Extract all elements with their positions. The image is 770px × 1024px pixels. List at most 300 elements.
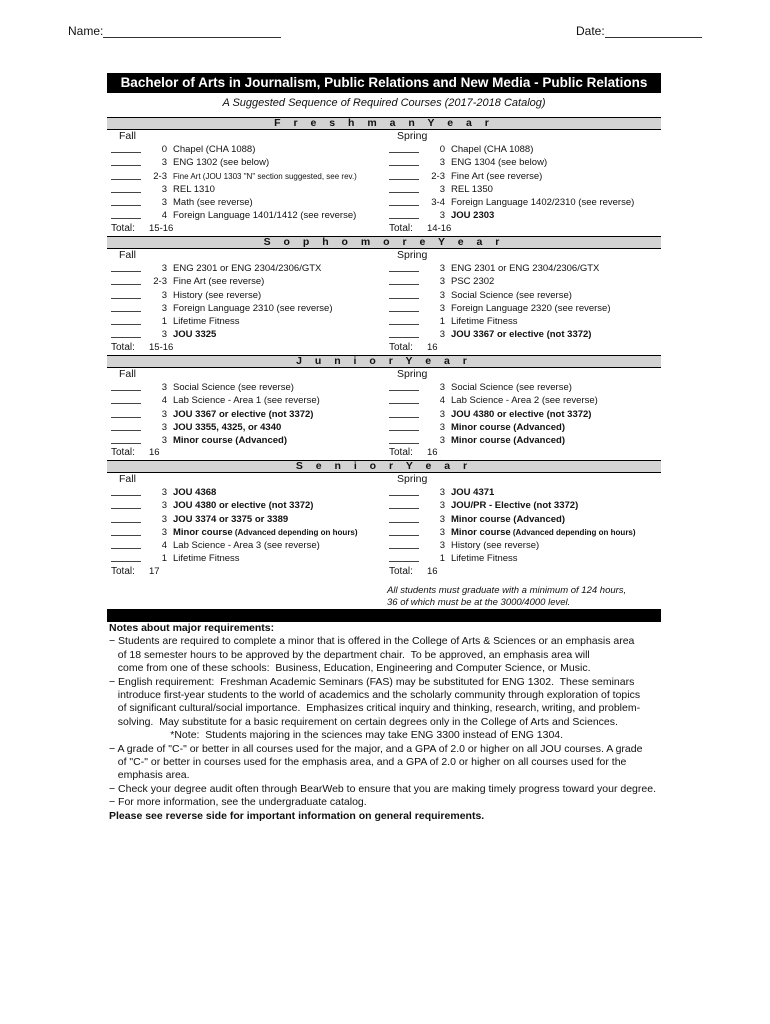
notes-section	[109, 622, 665, 823]
date-field	[576, 24, 702, 38]
course-row	[111, 381, 381, 394]
credit-hours: 3	[439, 408, 445, 420]
grade-blank[interactable]	[389, 165, 419, 166]
course-name	[173, 381, 294, 394]
grade-blank[interactable]	[111, 192, 141, 193]
semester-total	[389, 223, 659, 235]
total-label: Total:	[389, 222, 413, 234]
course-title: REL 1350	[451, 183, 493, 195]
course-row	[389, 539, 659, 552]
semester-total	[111, 223, 381, 235]
year-heading: J u n i o r Y e a r	[107, 355, 661, 368]
course-name	[173, 526, 358, 539]
course-name	[173, 315, 240, 328]
fall-semester	[111, 130, 381, 235]
grade-blank[interactable]	[389, 548, 419, 549]
course-name	[173, 289, 261, 302]
course-row	[389, 328, 659, 341]
name-field	[68, 24, 281, 38]
course-name	[173, 328, 216, 341]
course-title: JOU 4371	[451, 487, 495, 498]
credit-hours: 3	[439, 289, 445, 301]
total-label: Total:	[111, 222, 135, 234]
course-title: JOU 4380 or elective (not 3372)	[451, 408, 592, 420]
course-name	[173, 486, 216, 499]
course-title: PSC 2302	[451, 276, 495, 288]
course-row	[111, 275, 381, 288]
course-title: JOU 4368	[173, 487, 217, 498]
grade-blank[interactable]	[389, 298, 419, 299]
course-title: JOU 3374 or 3375 or 3389	[173, 513, 289, 525]
course-row	[389, 302, 659, 315]
credit-hours: 3	[439, 263, 445, 274]
grade-blank[interactable]	[389, 443, 419, 444]
course-title: Minor course	[451, 526, 511, 538]
course-note: (Advanced depending on hours)	[510, 527, 636, 537]
credit-hours: 1	[161, 316, 167, 328]
grade-blank[interactable]	[111, 284, 141, 285]
total-label: Total:	[389, 341, 413, 353]
course-title: Lifetime Fitness	[451, 316, 518, 328]
course-title: ENG 2301 or ENG 2304/2306/GTX	[173, 263, 322, 274]
course-title: REL 1310	[173, 183, 215, 195]
course-title: Minor course (Advanced)	[451, 421, 566, 433]
course-row	[111, 143, 381, 156]
grade-blank[interactable]	[111, 337, 141, 338]
note-line: − For more information, see the undergraduate catalog.	[109, 796, 367, 809]
name-label: Name:	[68, 24, 104, 38]
grade-blank[interactable]	[389, 205, 419, 206]
note-line: emphasis area.	[109, 769, 190, 782]
grade-blank[interactable]	[111, 508, 141, 509]
course-row	[389, 275, 659, 288]
course-row	[111, 328, 381, 341]
course-name	[451, 196, 634, 209]
course-row	[111, 539, 381, 552]
course-name	[173, 421, 281, 434]
semester-total	[111, 447, 381, 459]
note-line: of significant cultural/social importance. Emphasizes critical inquiry and thinking, research, writing, and problem-	[109, 702, 641, 715]
course-name	[173, 552, 240, 565]
course-name	[173, 209, 356, 222]
semester-total	[389, 342, 659, 354]
grade-blank[interactable]	[389, 430, 419, 431]
credit-hours: 3	[161, 302, 167, 314]
course-row	[111, 302, 381, 315]
grade-blank[interactable]	[111, 165, 141, 166]
course-row	[111, 499, 381, 512]
course-name	[173, 394, 320, 407]
grade-blank[interactable]	[389, 495, 419, 496]
course-title: Lifetime Fitness	[451, 553, 518, 565]
credit-hours: 3	[161, 421, 167, 433]
course-name	[451, 289, 572, 302]
semester-total	[389, 566, 659, 578]
grade-blank[interactable]	[389, 522, 419, 523]
grade-blank[interactable]	[111, 495, 141, 496]
credit-hours: 4	[161, 540, 167, 552]
course-row	[389, 394, 659, 407]
credit-hours: 3	[439, 276, 445, 288]
course-title: Fine Art (see reverse)	[451, 170, 543, 182]
course-name	[173, 434, 287, 447]
notes-closing: Please see reverse side for important information on general requirements.	[109, 809, 485, 822]
credit-hours: 0	[161, 144, 167, 155]
course-row	[389, 183, 659, 196]
course-title: Minor course	[173, 526, 233, 538]
fall-semester	[111, 249, 381, 354]
grade-blank[interactable]	[111, 205, 141, 206]
course-title: History (see reverse)	[451, 540, 540, 552]
semester-label: Fall	[119, 368, 136, 380]
grade-blank[interactable]	[111, 390, 141, 391]
grade-blank[interactable]	[111, 417, 141, 418]
name-blank[interactable]	[103, 25, 281, 38]
course-name	[451, 183, 493, 196]
course-title: Minor course (Advanced)	[451, 513, 566, 525]
grade-blank[interactable]	[389, 311, 419, 312]
course-name	[451, 394, 598, 407]
grade-blank[interactable]	[389, 390, 419, 391]
total-value: 14-16	[427, 222, 452, 234]
course-row	[389, 170, 659, 183]
credit-hours: 2-3	[431, 170, 445, 182]
semester-label: Spring	[397, 249, 428, 261]
grade-blank[interactable]	[389, 561, 419, 562]
credit-hours: 3	[161, 329, 167, 341]
course-row	[111, 262, 381, 275]
grade-blank[interactable]	[111, 311, 141, 312]
credit-hours: 3	[161, 500, 167, 512]
course-title: Chapel (CHA 1088)	[173, 144, 256, 155]
course-name	[451, 434, 565, 447]
semester-total	[111, 566, 381, 578]
course-title: Foreign Language 2310 (see reverse)	[173, 302, 333, 314]
credit-hours: 3	[161, 197, 167, 209]
grade-blank[interactable]	[111, 430, 141, 431]
credit-hours: 3	[439, 540, 445, 552]
course-name	[451, 381, 572, 394]
course-row	[389, 143, 659, 156]
year-heading: S e n i o r Y e a r	[107, 460, 661, 473]
course-row	[389, 156, 659, 169]
course-title: Chapel (CHA 1088)	[451, 144, 534, 155]
credit-hours: 3	[439, 210, 445, 222]
graduation-note-line: 36 of which must be at the 3000/4000 level.	[387, 597, 571, 608]
course-name	[451, 499, 578, 512]
course-name	[173, 275, 264, 288]
grade-blank[interactable]	[111, 179, 141, 180]
course-name	[451, 408, 591, 421]
course-row	[111, 183, 381, 196]
grade-blank[interactable]	[389, 337, 419, 338]
semester-label: Fall	[119, 249, 136, 261]
course-title: JOU/PR - Elective (not 3372)	[451, 500, 579, 512]
course-row	[389, 434, 659, 447]
grade-blank[interactable]	[389, 152, 419, 153]
credit-hours: 3	[161, 487, 167, 498]
course-row	[111, 434, 381, 447]
grade-blank[interactable]	[111, 561, 141, 562]
course-row	[111, 408, 381, 421]
course-title: Math (see reverse)	[173, 197, 253, 209]
course-title: History (see reverse)	[173, 289, 262, 301]
document-title: Bachelor of Arts in Journalism, Public Relations and New Media - Public Relations	[107, 73, 661, 93]
semester-label: Fall	[119, 473, 136, 485]
total-label: Total:	[389, 565, 413, 577]
credit-hours: 3	[439, 157, 445, 169]
grade-blank[interactable]	[111, 152, 141, 153]
total-value: 17	[149, 565, 160, 577]
year-section	[107, 236, 661, 354]
course-row	[111, 394, 381, 407]
grade-blank[interactable]	[389, 508, 419, 509]
course-row	[111, 486, 381, 499]
total-value: 16	[149, 447, 160, 459]
date-label: Date:	[576, 24, 605, 38]
course-row	[111, 209, 381, 222]
credit-hours: 4	[161, 395, 167, 407]
course-name	[451, 328, 591, 341]
total-label: Total:	[111, 341, 135, 353]
course-title: JOU 3355, 4325, or 4340	[173, 421, 282, 433]
spring-semester	[389, 130, 659, 235]
year-heading: S o p h o m o r e Y e a r	[107, 236, 661, 249]
note-line: of 18 semester hours to be approved by the department chair. To be approved, an emphasis area will	[109, 648, 590, 661]
course-row	[389, 262, 659, 275]
credit-hours: 0	[439, 144, 445, 155]
course-row	[389, 289, 659, 302]
credit-hours: 3	[439, 302, 445, 314]
course-name	[451, 486, 494, 499]
note-line: solving. May substitute for a basic requirement on certain degrees only in the College of Arts and Sciences.	[109, 715, 618, 728]
year-heading: F r e s h m a n Y e a r	[107, 117, 661, 130]
grade-blank[interactable]	[389, 271, 419, 272]
grade-blank[interactable]	[389, 218, 419, 219]
total-value: 16	[427, 341, 438, 353]
credit-hours: 1	[161, 553, 167, 565]
course-title: Social Science (see reverse)	[451, 289, 572, 301]
grade-blank[interactable]	[111, 535, 141, 536]
note-line: introduce first-year students to the world of academics and the scholarly community through exploration of topics	[109, 689, 641, 702]
grade-blank[interactable]	[111, 218, 141, 219]
grade-blank[interactable]	[389, 417, 419, 418]
grade-blank[interactable]	[111, 298, 141, 299]
note-line: come from one of these schools: Business, Education, Engineering and Computer Science, or Music.	[109, 662, 591, 675]
semester-label: Spring	[397, 130, 428, 142]
credit-hours: 2-3	[153, 170, 167, 182]
credit-hours: 2-3	[153, 276, 167, 288]
course-row	[389, 209, 659, 222]
graduation-note	[387, 585, 626, 609]
note-line: − Check your degree audit often through BearWeb to ensure that you are making timely progress toward your degree.	[109, 782, 656, 795]
credit-hours: 3	[161, 435, 167, 447]
grade-blank[interactable]	[111, 403, 141, 404]
course-name	[451, 209, 494, 222]
credit-hours: 3	[439, 183, 445, 195]
date-blank[interactable]	[605, 25, 702, 38]
course-name	[451, 526, 636, 539]
course-title: Minor course (Advanced)	[173, 435, 288, 447]
course-title: Lab Science - Area 2 (see reverse)	[451, 395, 598, 407]
course-name	[451, 143, 533, 156]
course-title: ENG 1304 (see below)	[451, 157, 548, 169]
total-value: 15-16	[149, 341, 174, 353]
note-line: *Note: Students majoring in the sciences may take ENG 3300 instead of ENG 1304.	[109, 729, 564, 742]
course-row	[111, 196, 381, 209]
semester-total	[389, 447, 659, 459]
credit-hours: 3	[439, 487, 445, 498]
spring-semester	[389, 249, 659, 354]
note-line: of "C-" or better in courses used for the emphasis area, and a GPA of 2.0 or higher on all courses used for the	[109, 756, 627, 769]
course-name	[451, 421, 565, 434]
grade-blank[interactable]	[389, 192, 419, 193]
course-row	[111, 513, 381, 526]
fall-semester	[111, 473, 381, 578]
course-name	[173, 143, 255, 156]
note-line: − English requirement: Freshman Academic Seminars (FAS) may be substituted for ENG 1302. These seminars	[109, 675, 635, 688]
course-row	[389, 499, 659, 512]
note-line: − A grade of "C-" or better in all courses used for the major, and a GPA of 2.0 or higher on all JOU courses. A grade	[109, 742, 643, 755]
notes-divider	[107, 609, 661, 622]
grade-blank[interactable]	[111, 443, 141, 444]
semester-label: Fall	[119, 130, 136, 142]
course-title: Lifetime Fitness	[173, 553, 240, 565]
course-title: Fine Art (JOU 1303 "N" section suggested, see rev.)	[173, 171, 357, 181]
credit-hours: 3	[161, 382, 167, 393]
grade-blank[interactable]	[389, 324, 419, 325]
course-name	[173, 539, 320, 552]
credit-hours: 3	[439, 329, 445, 341]
course-row	[111, 156, 381, 169]
course-title: Lifetime Fitness	[173, 316, 240, 328]
course-title: JOU 3367 or elective (not 3372)	[451, 329, 592, 341]
course-name	[451, 302, 611, 315]
course-name	[173, 408, 313, 421]
course-title: Lab Science - Area 3 (see reverse)	[173, 540, 320, 552]
course-name	[173, 302, 333, 315]
course-title: Foreign Language 1401/1412 (see reverse)	[173, 210, 357, 222]
course-title: Lab Science - Area 1 (see reverse)	[173, 395, 320, 407]
semester-label: Spring	[397, 473, 428, 485]
course-row	[389, 526, 659, 539]
year-section	[107, 355, 661, 460]
credit-hours: 3	[439, 500, 445, 512]
note-line: − Students are required to complete a minor that is offered in the College of Arts & Sciences or an emphasis area	[109, 635, 635, 648]
total-value: 16	[427, 447, 438, 459]
semester-label: Spring	[397, 368, 428, 380]
course-name	[451, 275, 494, 288]
course-name	[173, 196, 253, 209]
credit-hours: 3	[161, 289, 167, 301]
credit-hours: 1	[439, 316, 445, 328]
grade-blank[interactable]	[389, 535, 419, 536]
course-name	[173, 183, 215, 196]
course-row	[111, 526, 381, 539]
document-subtitle: A Suggested Sequence of Required Courses (2017-2018 Catalog)	[222, 97, 546, 109]
course-row	[111, 552, 381, 565]
credit-hours: 3	[161, 526, 167, 538]
grade-blank[interactable]	[389, 284, 419, 285]
credit-hours: 3	[161, 183, 167, 195]
course-row	[389, 421, 659, 434]
grade-blank[interactable]	[111, 548, 141, 549]
credit-hours: 3	[161, 263, 167, 274]
course-row	[389, 513, 659, 526]
credit-hours: 3	[161, 408, 167, 420]
notes-heading: Notes about major requirements:	[109, 622, 275, 634]
course-row	[111, 421, 381, 434]
grade-blank[interactable]	[111, 271, 141, 272]
credit-hours: 3	[161, 157, 167, 169]
course-name	[451, 262, 599, 275]
year-section	[107, 460, 661, 578]
course-title: JOU 2303	[451, 210, 495, 222]
grade-blank[interactable]	[111, 324, 141, 325]
course-name	[451, 315, 518, 328]
semester-total	[111, 342, 381, 354]
course-row	[389, 315, 659, 328]
credit-hours: 3	[439, 526, 445, 538]
spring-semester	[389, 368, 659, 459]
course-row	[389, 486, 659, 499]
credit-hours: 3	[439, 421, 445, 433]
total-label: Total:	[111, 565, 135, 577]
fall-semester	[111, 368, 381, 459]
course-row	[111, 315, 381, 328]
course-row	[389, 552, 659, 565]
course-name	[173, 262, 321, 275]
course-row	[111, 170, 381, 183]
course-name	[173, 156, 269, 169]
course-title: JOU 3367 or elective (not 3372)	[173, 408, 314, 420]
total-value: 15-16	[149, 222, 174, 234]
course-row	[389, 381, 659, 394]
graduation-note-line: All students must graduate with a minimum of 124 hours,	[387, 585, 627, 596]
course-title: Foreign Language 2320 (see reverse)	[451, 302, 611, 314]
credit-hours: 3	[439, 382, 445, 393]
course-name	[451, 539, 539, 552]
course-name	[173, 513, 288, 526]
course-name	[451, 513, 565, 526]
course-title: JOU 3325	[173, 329, 217, 341]
year-section	[107, 117, 661, 235]
course-title: Foreign Language 1402/2310 (see reverse)	[451, 197, 635, 209]
course-name	[451, 170, 542, 183]
total-value: 16	[427, 565, 438, 577]
course-title: Social Science (see reverse)	[173, 382, 294, 393]
grade-blank[interactable]	[389, 179, 419, 180]
course-row	[111, 289, 381, 302]
course-title: ENG 1302 (see below)	[173, 157, 270, 169]
course-name	[451, 156, 547, 169]
course-name	[173, 499, 313, 512]
course-title: Fine Art (see reverse)	[173, 276, 265, 288]
grade-blank[interactable]	[389, 403, 419, 404]
credit-hours: 3	[439, 513, 445, 525]
spring-semester	[389, 473, 659, 578]
course-title: Social Science (see reverse)	[451, 382, 572, 393]
course-title: JOU 4380 or elective (not 3372)	[173, 500, 314, 512]
course-title: ENG 2301 or ENG 2304/2306/GTX	[451, 263, 600, 274]
course-title: Minor course (Advanced)	[451, 435, 566, 447]
credit-hours: 3-4	[431, 197, 445, 209]
course-note: (Advanced depending on hours)	[232, 527, 358, 537]
total-label: Total:	[389, 447, 413, 459]
course-name	[173, 170, 357, 183]
grade-blank[interactable]	[111, 522, 141, 523]
credit-hours: 3	[161, 513, 167, 525]
